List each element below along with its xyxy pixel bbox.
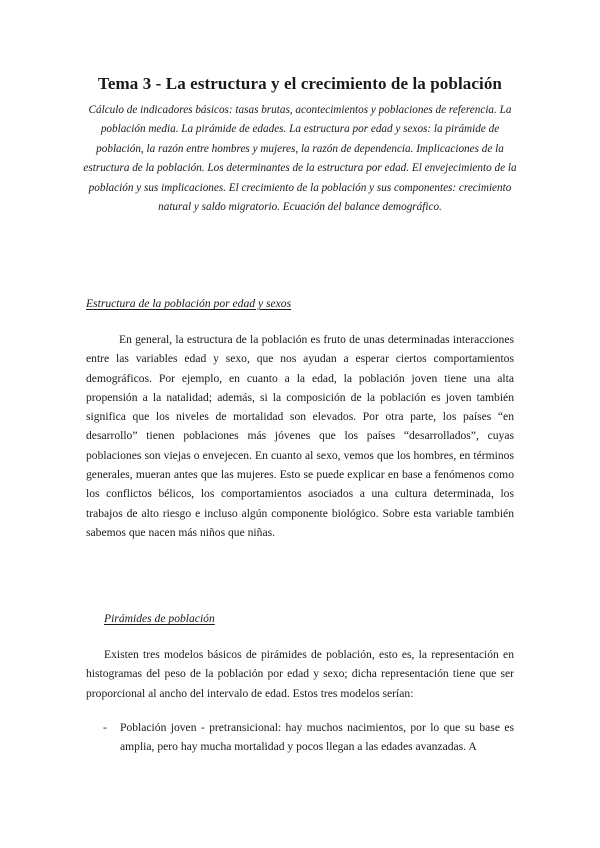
section-paragraph-estructura: En general, la estructura de la población es fruto de unas determinadas interacciones entre las variables edad y sexo, que nos ayudan a esperar ciertos comportamientos demográficos. Por ejemplo, en cuanto a la edad, la población joven tiene una alta propensión a la natalidad; además, si la composición de la población es joven también significa que los niveles de mortalidad son elevados. Por otra parte, los países “en desarrollo” tienen poblaciones más jóvenes que los países “desarrollados”, cuyas poblaciones son viejas o envejecen. En cuanto al sexo, vemos que los hombres, en términos generales, mueran antes que las mujeres. Esto se puede explicar en base a fenómenos como los conflictos bélicos, los comportamientos asociados a una cultura determinada, los trabajos de alto riesgo e incluso algún componente biológico. Sobre esta variable también sabemos que nacen más niños que niñas. (86, 333, 514, 539)
list-bullet: - (103, 721, 107, 734)
list-item-text: Población joven - pretransicional: hay muchos nacimientos, por lo que su base es amplia, pero hay mucha mortalidad y pocos llegan a las edades avanzadas. A (120, 721, 514, 754)
section-heading-piramides: Pirámides de población (104, 612, 215, 625)
section-heading-estructura: Estructura de la población por edad y sexos (86, 297, 292, 310)
document-subtitle: Cálculo de indicadores básicos: tasas brutas, acontecimientos y poblaciones de referencia. La población media. La pirámide de edades. La estructura por edad y sexos: la pirámide de población, la razón entre hombres y mujeres, la razón de dependencia. Implicaciones de la estructura de la población. Los determinantes de la estructura por edad. El envejecimiento de la población y sus implicaciones. El crecimiento de la población y sus componentes: crecimiento natural y saldo migratorio. Ecuación del balance demográfico. (83, 104, 517, 214)
pyramid-models-list (86, 718, 514, 757)
section-paragraph-piramides: Existen tres modelos básicos de pirámides de población, esto es, la representación en histogramas del peso de la población por edad y sexo; dicha representación tiene que ser proporcional al ancho del intervalo de edad. Estos tres modelos serían: (86, 648, 514, 700)
list-item (86, 718, 514, 757)
document-title: Tema 3 - La estructura y el crecimiento de la población (97, 74, 502, 93)
